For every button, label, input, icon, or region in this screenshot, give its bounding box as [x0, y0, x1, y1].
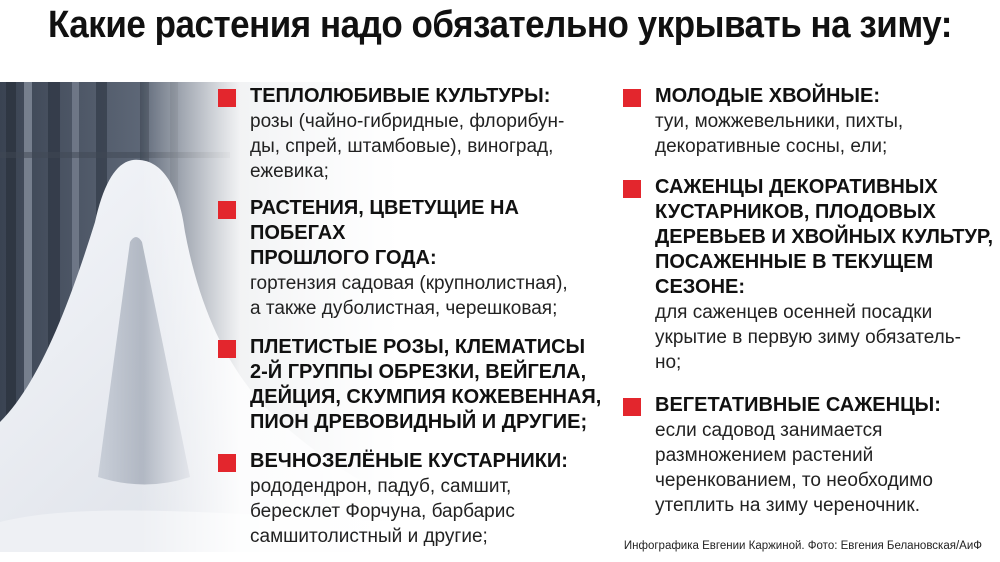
item-description: розы (чайно-гибридные, флорибун- ды, спрей, штамбовые), виноград, ежевика;: [250, 111, 565, 182]
item-heading: ВЕЧНОЗЕЛЁНЫЕ КУСТАРНИКИ:: [250, 450, 568, 472]
item-heading: МОЛОДЫЕ ХВОЙНЫЕ:: [655, 85, 881, 107]
photo-credit: Инфографика Евгении Каржиной. Фото: Евгения Белановская/АиФ: [623, 540, 982, 552]
red-square-bullet-icon: [218, 89, 236, 107]
item-heading: РАСТЕНИЯ, ЦВЕТУЩИЕ НА ПОБЕГАХ ПРОШЛОГО ГОДА:: [250, 197, 519, 269]
item-heading: ВЕГЕТАТИВНЫЕ САЖЕНЦЫ:: [655, 394, 941, 416]
list-item: [218, 196, 618, 321]
page-title: Какие растения надо обязательно укрывать на зиму:: [48, 4, 952, 46]
right-column: [623, 84, 995, 528]
item-heading: САЖЕНЦЫ ДЕКОРАТИВНЫХ КУСТАРНИКОВ, ПЛОДОВЫХ ДЕРЕВЬЕВ И ХВОЙНЫХ КУЛЬТУР, ПОСАЖЕННЫЕ В ТЕКУЩЕМ СЕЗОНЕ:: [655, 176, 994, 298]
red-square-bullet-icon: [623, 180, 641, 198]
list-item: [218, 84, 618, 184]
left-column: [218, 84, 618, 559]
item-description: для саженцев осенней посадки укрытие в первую зиму обязатель- но;: [655, 302, 961, 373]
red-square-bullet-icon: [218, 201, 236, 219]
red-square-bullet-icon: [218, 454, 236, 472]
list-item: [623, 84, 995, 159]
list-item: [623, 393, 995, 518]
item-heading: ПЛЕТИСТЫЕ РОЗЫ, КЛЕМАТИСЫ 2-Й ГРУППЫ ОБРЕЗКИ, ВЕЙГЕЛА, ДЕЙЦИЯ, СКУМПИЯ КОЖЕВЕННАЯ, ПИОН ДРЕВОВИДНЫЙ И ДРУГИЕ;: [250, 336, 602, 433]
red-square-bullet-icon: [623, 89, 641, 107]
list-item: [218, 335, 618, 435]
item-heading: ТЕПЛОЛЮБИВЫЕ КУЛЬТУРЫ:: [250, 85, 551, 107]
red-square-bullet-icon: [218, 340, 236, 358]
red-square-bullet-icon: [623, 398, 641, 416]
item-description: если садовод занимается размножением растений черенкованием, то необходимо утеплить на зиму череночник.: [655, 420, 933, 516]
item-description: туи, можжевельники, пихты, декоративные сосны, ели;: [655, 111, 904, 157]
list-item: [623, 175, 995, 375]
item-description: гортензия садовая (крупнолистная), а также дуболистная, черешковая;: [250, 273, 568, 319]
item-description: рододендрон, падуб, самшит, бересклет Форчуна, барбарис самшитолистный и другие;: [250, 476, 515, 547]
list-item: [218, 449, 618, 549]
